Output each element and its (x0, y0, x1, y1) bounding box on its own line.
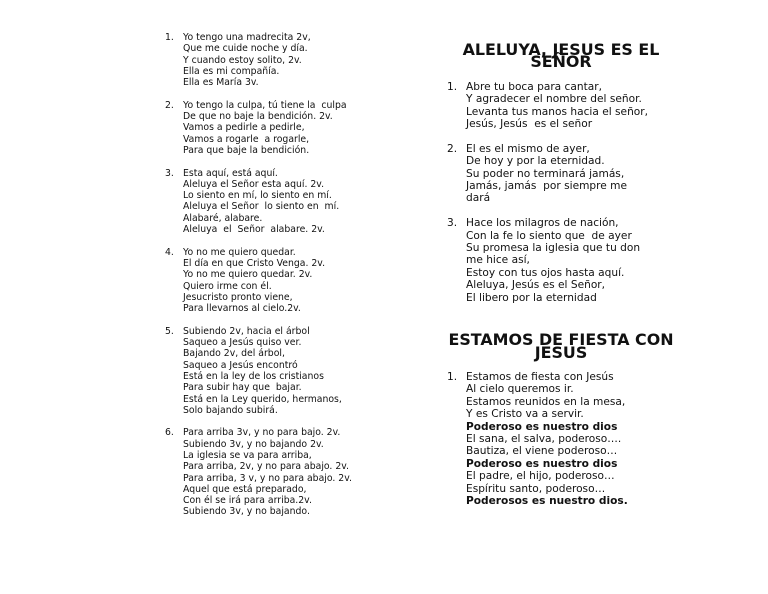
stanza-number: 2. (447, 142, 458, 155)
lyric-line: Subiendo 3v, y no bajando. (183, 506, 310, 518)
song-estamos-de-fiesta (447, 371, 677, 507)
lyric-line: me hice así, (466, 254, 530, 267)
stanza-number: 3. (447, 217, 458, 230)
song-title-estamos-de-fiesta: ESTAMOS DE FIESTA CON JESUS (448, 330, 674, 362)
lyric-line: Solo bajando subirá. (183, 404, 278, 416)
lyric-line: Hace los milagros de nación, (466, 217, 619, 230)
lyric-line: Subiendo 2v, hacia el árbol (183, 325, 310, 337)
stanza-lines (466, 143, 677, 205)
lyric-line: El padre, el hijo, poderoso… (466, 470, 615, 483)
lyric-line: Yo tengo la culpa, tú tiene la culpa (183, 99, 347, 111)
lyric-line: Y es Cristo va a servir. (466, 408, 584, 421)
lyric-line: Lo siento en mí, lo siento en mí. (183, 190, 332, 202)
lyric-line: El sana, el salva, poderoso…. (466, 432, 622, 445)
stanza-lines (183, 427, 405, 517)
lyric-line: Poderoso es nuestro dios (466, 457, 618, 470)
right-column (447, 40, 677, 520)
lyric-line: Y agradecer el nombre del señor. (466, 93, 642, 106)
stanza (165, 326, 405, 416)
lyric-line: Para arriba, 3 v, y no para abajo. 2v. (183, 472, 352, 484)
lyric-line: Espíritu santo, poderoso… (466, 482, 606, 495)
lyric-line: Bajando 2v, del árbol, (183, 348, 285, 360)
lyric-line: Para arriba 3v, y no para bajo. 2v. (183, 427, 341, 439)
lyric-line: Ella es mi compañía. (183, 65, 280, 77)
lyric-line: El libero por la eternidad (466, 291, 597, 304)
stanza-lines (466, 81, 677, 131)
lyric-line: De que no baje la bendición. 2v. (183, 111, 333, 123)
lyric-line: Al cielo queremos ir. (466, 383, 574, 396)
stanza-number: 5. (165, 325, 174, 337)
stanza (447, 371, 677, 507)
lyric-line: De hoy y por la eternidad. (466, 155, 605, 168)
lyric-line: La iglesia se va para arriba, (183, 449, 312, 461)
lyric-line: Está en la ley de los cristianos (183, 370, 324, 382)
lyric-line: Con él se irá para arriba.2v. (183, 495, 312, 507)
lyric-line: Yo no me quiero quedar. (183, 246, 296, 258)
lyric-line: Para que baje la bendición. (183, 144, 310, 156)
stanza (165, 168, 405, 236)
stanza (447, 143, 677, 205)
lyric-line: Abre tu boca para cantar, (466, 80, 602, 93)
lyric-line: Su promesa la iglesia que tu don (466, 242, 641, 255)
lyric-line: Para llevarnos al cielo.2v. (183, 303, 301, 315)
lyric-line: Bautiza, el viene poderoso… (466, 445, 618, 458)
lyric-line: Poderosos es nuestro dios. (466, 494, 628, 507)
stanza (447, 217, 677, 304)
stanza-number: 6. (165, 427, 174, 439)
stanza-lines (466, 217, 677, 304)
stanza-lines (466, 371, 677, 507)
lyric-line: Yo tengo una madrecita 2v, (183, 32, 311, 43)
lyric-line: Jesús, Jesús es el señor (466, 118, 593, 131)
left-column (165, 32, 405, 529)
lyric-line: Alabaré, alabare. (183, 212, 263, 224)
lyric-line: El día en que Cristo Venga. 2v. (183, 257, 326, 269)
stanza-lines (183, 32, 405, 88)
lyric-line: Para subir hay que bajar. (183, 382, 302, 394)
lyric-line: Estoy con tus ojos hasta aquí. (466, 266, 625, 279)
lyric-line: Aleluya, Jesús es el Señor, (466, 279, 606, 292)
lyric-line: Aleluya el Señor lo siento en mí. (183, 201, 340, 213)
lyric-line: Estamos reunidos en la mesa, (466, 395, 626, 408)
song-aleluya (447, 81, 677, 304)
stanza-lines (183, 247, 405, 315)
lyric-line: Aquel que está preparado, (183, 483, 307, 495)
lyric-line: Quiero irme con él. (183, 280, 272, 292)
stanza (447, 81, 677, 131)
lyric-line: Yo no me quiero quedar. 2v. (183, 269, 313, 281)
lyric-line: Levanta tus manos hacia el señor, (466, 105, 648, 118)
lyric-line: Subiendo 3v, y no bajando 2v. (183, 438, 324, 450)
lyric-line: dará (466, 192, 491, 205)
lyric-line: Y cuando estoy solito, 2v. (183, 54, 302, 66)
stanza-number: 1. (447, 80, 458, 93)
lyric-line: Estamos de fiesta con Jesús (466, 370, 614, 383)
stanza-number: 1. (165, 32, 174, 43)
stanza-lines (183, 100, 405, 156)
lyric-line: Con la fe lo siento que de ayer (466, 229, 632, 242)
lyric-line: Que me cuide noche y día. (183, 43, 308, 55)
lyric-line: Para arriba, 2v, y no para abajo. 2v. (183, 461, 349, 473)
lyric-line: Aleluya el Señor esta aquí. 2v. (183, 178, 325, 190)
stanza-lines (183, 168, 405, 236)
stanza-number: 2. (165, 99, 174, 111)
lyric-line: Saqueo a Jesús encontró (183, 359, 298, 371)
stanza-number: 1. (447, 370, 458, 383)
lyric-line: Vamos a rogarle a rogarle, (183, 133, 310, 145)
stanza-number: 3. (165, 167, 174, 179)
lyric-line: Está en la Ley querido, hermanos, (183, 393, 342, 405)
stanza (165, 427, 405, 517)
stanza (165, 247, 405, 315)
lyric-line: Esta aquí, está aquí. (183, 167, 278, 179)
lyric-line: Su poder no terminará jamás, (466, 167, 625, 180)
lyric-line: El es el mismo de ayer, (466, 142, 590, 155)
stanza (165, 32, 405, 88)
stanza-lines (183, 326, 405, 416)
stanza (165, 100, 405, 156)
lyric-line: Jamás, jamás por siempre me (466, 180, 627, 193)
lyric-line: Ella es María 3v. (183, 77, 259, 89)
lyric-line: Jesucristo pronto viene, (183, 291, 293, 303)
lyric-line: Poderoso es nuestro dios (466, 420, 618, 433)
song-title-aleluya: ALELUYA, JESUS ES EL SEÑOR (462, 40, 660, 72)
lyric-line: Vamos a pedirle a pedirle, (183, 122, 305, 134)
stanza-number: 4. (165, 246, 174, 258)
lyric-line: Aleluya el Señor alabare. 2v. (183, 224, 325, 236)
lyric-line: Saqueo a Jesús quiso ver. (183, 337, 302, 349)
